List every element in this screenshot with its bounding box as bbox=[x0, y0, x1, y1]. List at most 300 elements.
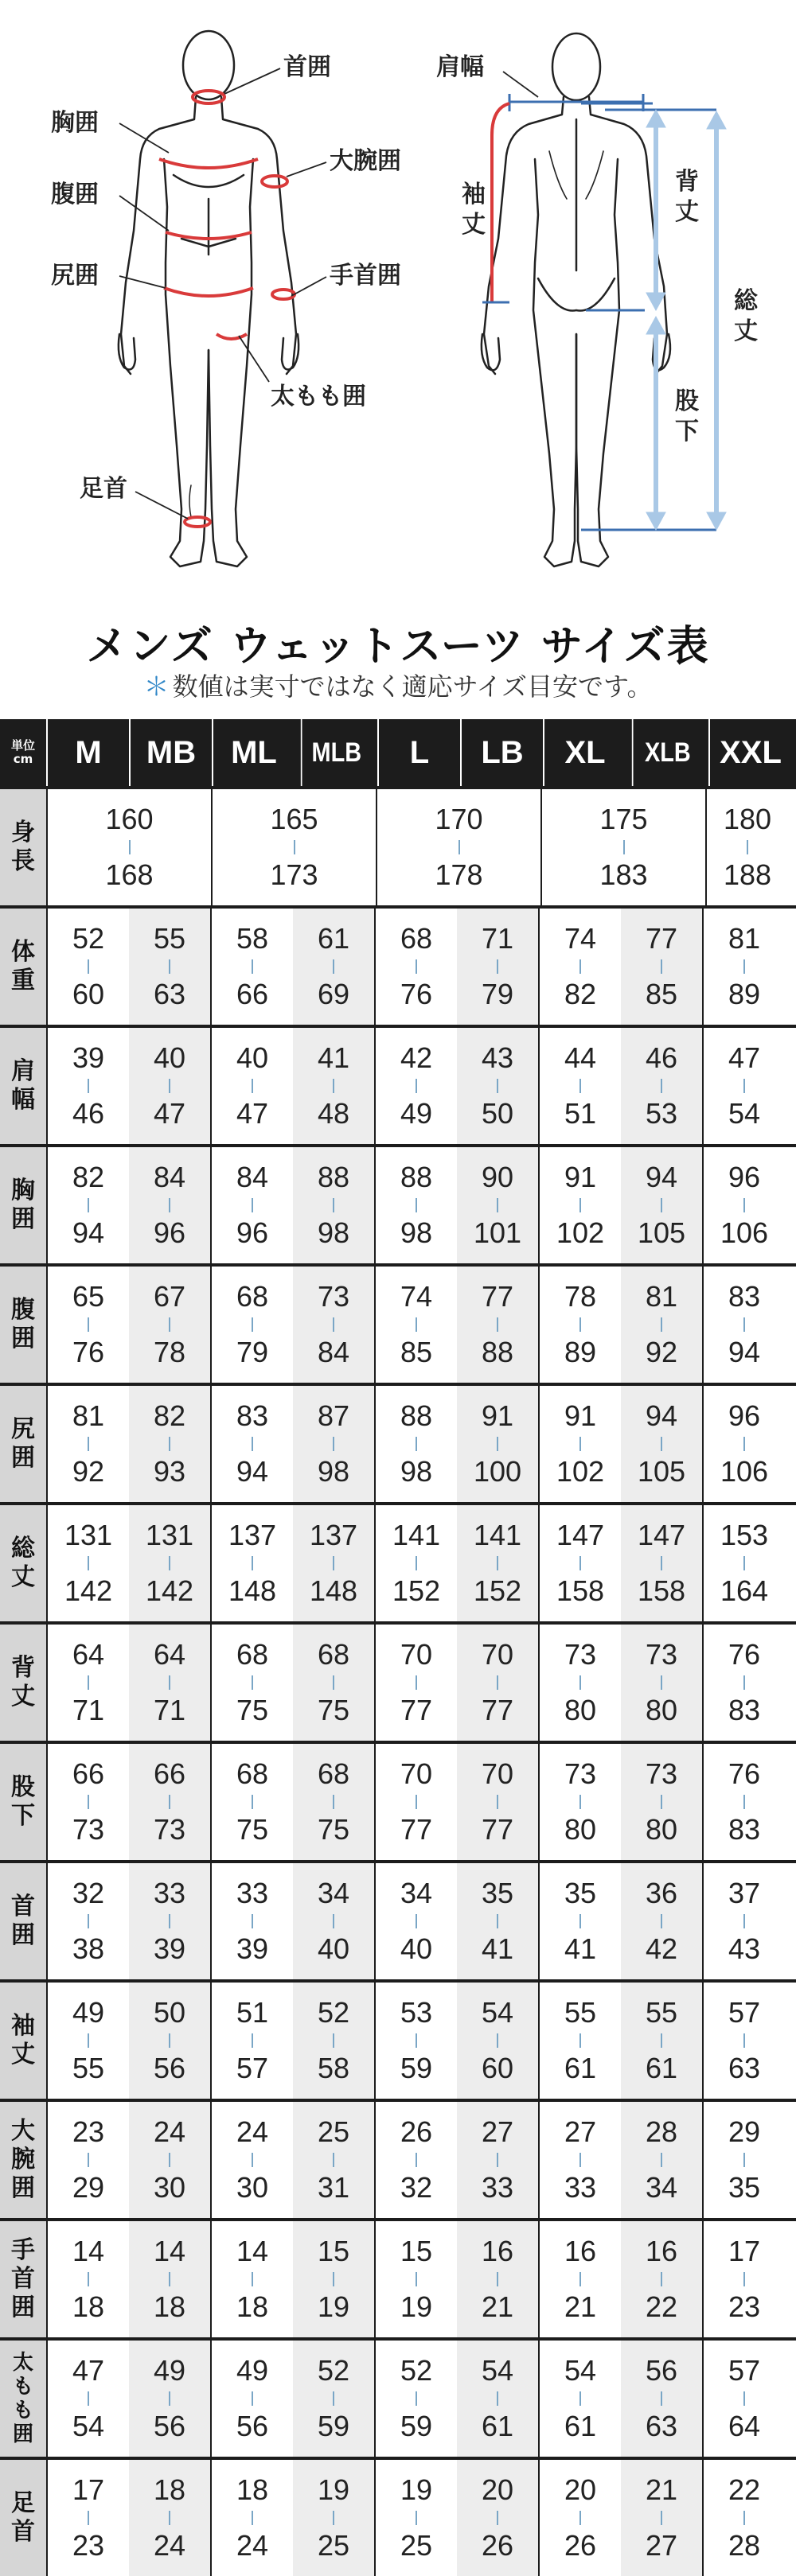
table-row bbox=[0, 1621, 796, 1741]
range-max: 164 bbox=[720, 1574, 769, 1607]
range-max: 61 bbox=[564, 2410, 597, 2442]
range-separator bbox=[661, 1675, 662, 1690]
size-label: L bbox=[409, 734, 430, 770]
table-row bbox=[0, 1263, 796, 1383]
table-cell bbox=[374, 2221, 457, 2337]
size-header-mb bbox=[129, 719, 212, 786]
range-min: 52 bbox=[400, 2354, 433, 2387]
table-cell bbox=[46, 1386, 129, 1502]
range-separator bbox=[416, 1437, 417, 1451]
range-separator bbox=[252, 2033, 253, 2048]
label-wrist: 手首囲 bbox=[330, 262, 401, 290]
range-max: 79 bbox=[236, 1336, 269, 1368]
row-header bbox=[0, 1983, 46, 2099]
size-header-lb bbox=[460, 719, 543, 786]
range-min: 78 bbox=[564, 1280, 597, 1313]
range-min: 40 bbox=[153, 1041, 186, 1074]
range-max: 89 bbox=[564, 1336, 597, 1368]
range-separator bbox=[743, 1198, 745, 1212]
range-separator bbox=[333, 2511, 334, 2525]
row-header bbox=[0, 1505, 46, 1621]
size-header-xlb bbox=[632, 719, 702, 786]
table-cell bbox=[210, 2102, 293, 2218]
range-separator bbox=[252, 1437, 253, 1451]
size-label: MLB bbox=[311, 737, 362, 768]
range-separator bbox=[88, 1675, 89, 1690]
range-separator bbox=[88, 1795, 89, 1809]
table-cell bbox=[293, 2341, 374, 2457]
range-max: 59 bbox=[400, 2410, 433, 2442]
range-min: 52 bbox=[317, 1996, 350, 2029]
range-separator bbox=[88, 2272, 89, 2286]
label-waist: 腹囲 bbox=[51, 181, 99, 208]
range-max: 21 bbox=[564, 2290, 597, 2323]
table-cell bbox=[46, 789, 211, 905]
row-header-char: 囲 bbox=[11, 1444, 35, 1472]
range-separator bbox=[579, 959, 581, 974]
range-min: 39 bbox=[72, 1041, 105, 1074]
table-cell bbox=[621, 2221, 702, 2337]
table-row bbox=[0, 1383, 796, 1502]
size-label: ML bbox=[231, 734, 277, 770]
label-back: 背丈 bbox=[675, 168, 699, 226]
range-min: 19 bbox=[317, 2473, 350, 2506]
range-min: 15 bbox=[317, 2235, 350, 2267]
range-max: 79 bbox=[481, 978, 514, 1010]
range-separator bbox=[416, 959, 417, 974]
row-header-char: 腹 bbox=[11, 1296, 35, 1324]
table-row bbox=[0, 1502, 796, 1621]
range-separator bbox=[661, 2511, 662, 2525]
table-cell bbox=[374, 1744, 457, 1860]
range-min: 73 bbox=[645, 1638, 678, 1671]
range-separator bbox=[169, 1437, 170, 1451]
table-cell bbox=[46, 1028, 129, 1144]
range-max: 23 bbox=[728, 2290, 761, 2323]
range-separator bbox=[497, 1437, 498, 1451]
range-min: 91 bbox=[481, 1399, 514, 1432]
table-cell bbox=[702, 2102, 785, 2218]
table-cell bbox=[129, 2221, 210, 2337]
range-min: 18 bbox=[153, 2473, 186, 2506]
back-body-outline bbox=[482, 33, 670, 566]
range-max: 80 bbox=[645, 1694, 678, 1726]
range-separator bbox=[579, 1198, 581, 1212]
range-max: 63 bbox=[153, 978, 186, 1010]
range-min: 68 bbox=[236, 1638, 269, 1671]
range-separator bbox=[88, 1437, 89, 1451]
row-header-char: 手 bbox=[11, 2236, 35, 2264]
table-cell bbox=[702, 1863, 785, 1979]
table-cell bbox=[538, 909, 621, 1025]
range-separator bbox=[458, 840, 460, 854]
size-header-m bbox=[46, 719, 129, 786]
range-min: 141 bbox=[392, 1519, 441, 1551]
range-min: 65 bbox=[72, 1280, 105, 1313]
table-cell bbox=[129, 1505, 210, 1621]
range-max: 82 bbox=[564, 978, 597, 1010]
range-separator bbox=[416, 1198, 417, 1212]
range-separator bbox=[579, 1079, 581, 1093]
range-max: 34 bbox=[645, 2171, 678, 2204]
range-separator bbox=[169, 1317, 170, 1332]
table-row bbox=[0, 786, 796, 905]
range-max: 57 bbox=[236, 2052, 269, 2084]
range-separator bbox=[88, 2153, 89, 2167]
table-cell bbox=[457, 2102, 538, 2218]
range-min: 14 bbox=[72, 2235, 105, 2267]
range-separator bbox=[579, 1317, 581, 1332]
range-separator bbox=[579, 1795, 581, 1809]
table-cell bbox=[129, 1147, 210, 1263]
table-row bbox=[0, 1979, 796, 2099]
table-cell bbox=[46, 2221, 129, 2337]
range-separator bbox=[579, 1914, 581, 1928]
range-max: 56 bbox=[153, 2410, 186, 2442]
range-max: 142 bbox=[145, 1574, 194, 1607]
range-max: 30 bbox=[236, 2171, 269, 2204]
row-header-char: 体 bbox=[11, 938, 35, 966]
table-cell bbox=[46, 1505, 129, 1621]
range-max: 58 bbox=[317, 2052, 350, 2084]
note bbox=[0, 667, 796, 703]
range-max: 35 bbox=[728, 2171, 761, 2204]
table-cell bbox=[538, 2102, 621, 2218]
range-max: 188 bbox=[723, 858, 772, 891]
range-separator bbox=[169, 1795, 170, 1809]
table-cell bbox=[293, 2460, 374, 2576]
table-cell bbox=[538, 1386, 621, 1502]
range-separator bbox=[743, 2153, 745, 2167]
table-cell bbox=[374, 1267, 457, 1383]
range-separator bbox=[623, 840, 625, 854]
range-max: 80 bbox=[645, 1813, 678, 1846]
range-separator bbox=[333, 2391, 334, 2406]
range-separator bbox=[416, 1556, 417, 1570]
range-max: 85 bbox=[400, 1336, 433, 1368]
range-min: 29 bbox=[728, 2115, 761, 2148]
range-max: 152 bbox=[392, 1574, 441, 1607]
row-header-char: 肩 bbox=[11, 1057, 35, 1085]
table-cell bbox=[457, 909, 538, 1025]
range-max: 93 bbox=[153, 1455, 186, 1488]
range-separator bbox=[743, 1556, 745, 1570]
range-max: 71 bbox=[72, 1694, 105, 1726]
table-cell bbox=[457, 1267, 538, 1383]
range-min: 73 bbox=[317, 1280, 350, 1313]
range-max: 102 bbox=[556, 1216, 605, 1249]
range-max: 152 bbox=[473, 1574, 522, 1607]
range-separator bbox=[333, 1675, 334, 1690]
table-cell bbox=[46, 1983, 129, 2099]
range-min: 83 bbox=[236, 1399, 269, 1432]
table-row bbox=[0, 2099, 796, 2218]
range-separator bbox=[129, 840, 131, 854]
table-cell bbox=[374, 1625, 457, 1741]
range-min: 76 bbox=[728, 1638, 761, 1671]
range-min: 66 bbox=[153, 1757, 186, 1790]
range-separator bbox=[661, 1079, 662, 1093]
range-min: 55 bbox=[645, 1996, 678, 2029]
range-separator bbox=[169, 2033, 170, 2048]
range-min: 17 bbox=[72, 2473, 105, 2506]
row-header bbox=[0, 1147, 46, 1263]
range-max: 54 bbox=[728, 1097, 761, 1130]
range-min: 33 bbox=[153, 1877, 186, 1909]
row-header-char: 丈 bbox=[11, 1563, 35, 1591]
range-separator bbox=[743, 1675, 745, 1690]
range-min: 24 bbox=[153, 2115, 186, 2148]
table-cell bbox=[621, 1386, 702, 1502]
range-max: 96 bbox=[153, 1216, 186, 1249]
row-header-char: 囲 bbox=[11, 1921, 35, 1949]
size-table bbox=[0, 719, 796, 2576]
range-max: 61 bbox=[481, 2410, 514, 2442]
table-cell bbox=[374, 1028, 457, 1144]
range-separator bbox=[743, 1317, 745, 1332]
size-label: XL bbox=[564, 734, 606, 770]
range-max: 21 bbox=[481, 2290, 514, 2323]
table-cell bbox=[621, 1983, 702, 2099]
range-separator bbox=[333, 1198, 334, 1212]
table-cell bbox=[293, 1863, 374, 1979]
range-max: 100 bbox=[473, 1455, 522, 1488]
table-cell bbox=[46, 2460, 129, 2576]
label-shoulder: 肩幅 bbox=[436, 53, 484, 81]
range-max: 80 bbox=[564, 1813, 597, 1846]
range-max: 26 bbox=[481, 2529, 514, 2562]
size-label: XXL bbox=[720, 734, 782, 770]
label-sleeve: 袖丈 bbox=[462, 181, 486, 239]
range-max: 29 bbox=[72, 2171, 105, 2204]
table-row bbox=[0, 1860, 796, 1979]
range-min: 66 bbox=[72, 1757, 105, 1790]
table-row bbox=[0, 1025, 796, 1144]
asterisk-icon: ＊ bbox=[143, 671, 170, 702]
range-max: 69 bbox=[317, 978, 350, 1010]
range-max: 25 bbox=[317, 2529, 350, 2562]
row-header-char: 囲 bbox=[11, 1205, 35, 1233]
range-max: 66 bbox=[236, 978, 269, 1010]
range-separator bbox=[333, 1079, 334, 1093]
range-min: 87 bbox=[317, 1399, 350, 1432]
table-cell bbox=[129, 2341, 210, 2457]
range-max: 85 bbox=[645, 978, 678, 1010]
range-separator bbox=[252, 959, 253, 974]
range-min: 18 bbox=[236, 2473, 269, 2506]
body-diagram bbox=[0, 0, 796, 605]
range-min: 58 bbox=[236, 922, 269, 955]
range-separator bbox=[661, 2272, 662, 2286]
table-row bbox=[0, 1741, 796, 1860]
table-cell bbox=[293, 1744, 374, 1860]
size-label: XLB bbox=[644, 737, 691, 768]
range-max: 78 bbox=[153, 1336, 186, 1368]
table-cell bbox=[46, 2341, 129, 2457]
range-separator bbox=[661, 2391, 662, 2406]
table-cell bbox=[538, 1744, 621, 1860]
range-min: 33 bbox=[236, 1877, 269, 1909]
table-cell bbox=[457, 1147, 538, 1263]
range-max: 56 bbox=[236, 2410, 269, 2442]
range-separator bbox=[416, 2153, 417, 2167]
table-cell bbox=[376, 789, 540, 905]
unit-corner bbox=[0, 719, 46, 786]
range-separator bbox=[88, 1317, 89, 1332]
label-upper-arm: 大腕囲 bbox=[330, 147, 401, 175]
range-min: 68 bbox=[317, 1757, 350, 1790]
range-max: 75 bbox=[236, 1694, 269, 1726]
range-separator bbox=[497, 1914, 498, 1928]
range-max: 98 bbox=[400, 1455, 433, 1488]
range-max: 41 bbox=[564, 1932, 597, 1965]
range-min: 73 bbox=[564, 1757, 597, 1790]
table-cell bbox=[129, 1983, 210, 2099]
range-separator bbox=[333, 2153, 334, 2167]
range-separator bbox=[169, 2511, 170, 2525]
range-separator bbox=[743, 2272, 745, 2286]
range-max: 88 bbox=[481, 1336, 514, 1368]
range-min: 94 bbox=[645, 1399, 678, 1432]
range-max: 94 bbox=[72, 1216, 105, 1249]
range-max: 63 bbox=[728, 2052, 761, 2084]
range-min: 91 bbox=[564, 1161, 597, 1193]
table-cell bbox=[46, 909, 129, 1025]
range-max: 80 bbox=[564, 1694, 597, 1726]
row-header-char: 身 bbox=[11, 819, 35, 846]
range-min: 153 bbox=[720, 1519, 769, 1551]
range-max: 61 bbox=[645, 2052, 678, 2084]
table-cell bbox=[538, 1147, 621, 1263]
range-min: 88 bbox=[400, 1399, 433, 1432]
range-max: 101 bbox=[473, 1216, 522, 1249]
range-separator bbox=[252, 1795, 253, 1809]
range-min: 84 bbox=[153, 1161, 186, 1193]
range-min: 73 bbox=[564, 1638, 597, 1671]
range-separator bbox=[252, 1675, 253, 1690]
range-min: 27 bbox=[481, 2115, 514, 2148]
range-min: 47 bbox=[72, 2354, 105, 2387]
table-cell bbox=[702, 2341, 785, 2457]
range-separator bbox=[333, 1795, 334, 1809]
row-header bbox=[0, 2102, 46, 2218]
note-text: 数値は実寸ではなく適応サイズ目安です。 bbox=[172, 671, 653, 702]
range-separator bbox=[579, 2033, 581, 2048]
range-min: 74 bbox=[400, 1280, 433, 1313]
range-separator bbox=[747, 840, 748, 854]
range-min: 74 bbox=[564, 922, 597, 955]
table-cell bbox=[457, 2460, 538, 2576]
range-min: 88 bbox=[400, 1161, 433, 1193]
table-cell bbox=[129, 1863, 210, 1979]
range-separator bbox=[333, 1556, 334, 1570]
table-cell bbox=[374, 1863, 457, 1979]
range-max: 60 bbox=[72, 978, 105, 1010]
table-cell bbox=[293, 2102, 374, 2218]
range-max: 158 bbox=[637, 1574, 686, 1607]
table-cell bbox=[210, 1267, 293, 1383]
row-header-char: 首 bbox=[11, 2265, 35, 2293]
range-max: 92 bbox=[72, 1455, 105, 1488]
row-header-char: も bbox=[12, 2375, 33, 2399]
range-min: 141 bbox=[473, 1519, 522, 1551]
table-cell bbox=[293, 1147, 374, 1263]
range-min: 49 bbox=[72, 1996, 105, 2029]
row-header-char: 首 bbox=[11, 2518, 35, 2546]
range-min: 16 bbox=[645, 2235, 678, 2267]
range-min: 81 bbox=[72, 1399, 105, 1432]
table-cell bbox=[457, 1386, 538, 1502]
table-cell bbox=[457, 1744, 538, 1860]
range-separator bbox=[88, 2391, 89, 2406]
range-min: 77 bbox=[481, 1280, 514, 1313]
range-separator bbox=[252, 2272, 253, 2286]
row-header bbox=[0, 1863, 46, 1979]
row-header-char: 腕 bbox=[11, 2146, 35, 2173]
table-cell bbox=[538, 1505, 621, 1621]
range-max: 39 bbox=[236, 1932, 269, 1965]
table-cell bbox=[621, 2102, 702, 2218]
range-separator bbox=[252, 1198, 253, 1212]
range-min: 20 bbox=[564, 2473, 597, 2506]
range-min: 17 bbox=[728, 2235, 761, 2267]
range-min: 28 bbox=[645, 2115, 678, 2148]
range-max: 106 bbox=[720, 1216, 769, 1249]
table-cell bbox=[621, 1267, 702, 1383]
range-min: 47 bbox=[728, 1041, 761, 1074]
range-min: 34 bbox=[400, 1877, 433, 1909]
range-min: 83 bbox=[728, 1280, 761, 1313]
range-max: 19 bbox=[317, 2290, 350, 2323]
row-header bbox=[0, 1028, 46, 1144]
row-header-char: 袖 bbox=[11, 2012, 35, 2040]
table-cell bbox=[457, 1983, 538, 2099]
range-max: 24 bbox=[236, 2529, 269, 2562]
range-separator bbox=[294, 840, 295, 854]
range-max: 148 bbox=[228, 1574, 277, 1607]
table-cell bbox=[702, 1505, 785, 1621]
range-separator bbox=[497, 2033, 498, 2048]
range-separator bbox=[579, 2511, 581, 2525]
range-max: 75 bbox=[317, 1694, 350, 1726]
table-cell bbox=[621, 1744, 702, 1860]
range-separator bbox=[169, 959, 170, 974]
table-cell bbox=[129, 1744, 210, 1860]
range-separator bbox=[169, 1914, 170, 1928]
range-max: 102 bbox=[556, 1455, 605, 1488]
table-cell bbox=[210, 1744, 293, 1860]
range-separator bbox=[497, 2511, 498, 2525]
range-separator bbox=[252, 1556, 253, 1570]
range-min: 131 bbox=[145, 1519, 194, 1551]
range-separator bbox=[169, 1198, 170, 1212]
table-cell bbox=[702, 2221, 785, 2337]
table-cell bbox=[46, 2102, 129, 2218]
table-cell bbox=[129, 909, 210, 1025]
range-min: 14 bbox=[153, 2235, 186, 2267]
range-max: 22 bbox=[645, 2290, 678, 2323]
table-cell bbox=[293, 1625, 374, 1741]
row-header-char: 丈 bbox=[11, 2041, 35, 2068]
range-separator bbox=[169, 1556, 170, 1570]
range-min: 36 bbox=[645, 1877, 678, 1909]
row-header-char: 尻 bbox=[11, 1415, 35, 1443]
row-header-char: も bbox=[12, 2399, 33, 2422]
table-cell bbox=[702, 1028, 785, 1144]
range-min: 81 bbox=[645, 1280, 678, 1313]
table-cell bbox=[540, 789, 705, 905]
range-separator bbox=[88, 2033, 89, 2048]
